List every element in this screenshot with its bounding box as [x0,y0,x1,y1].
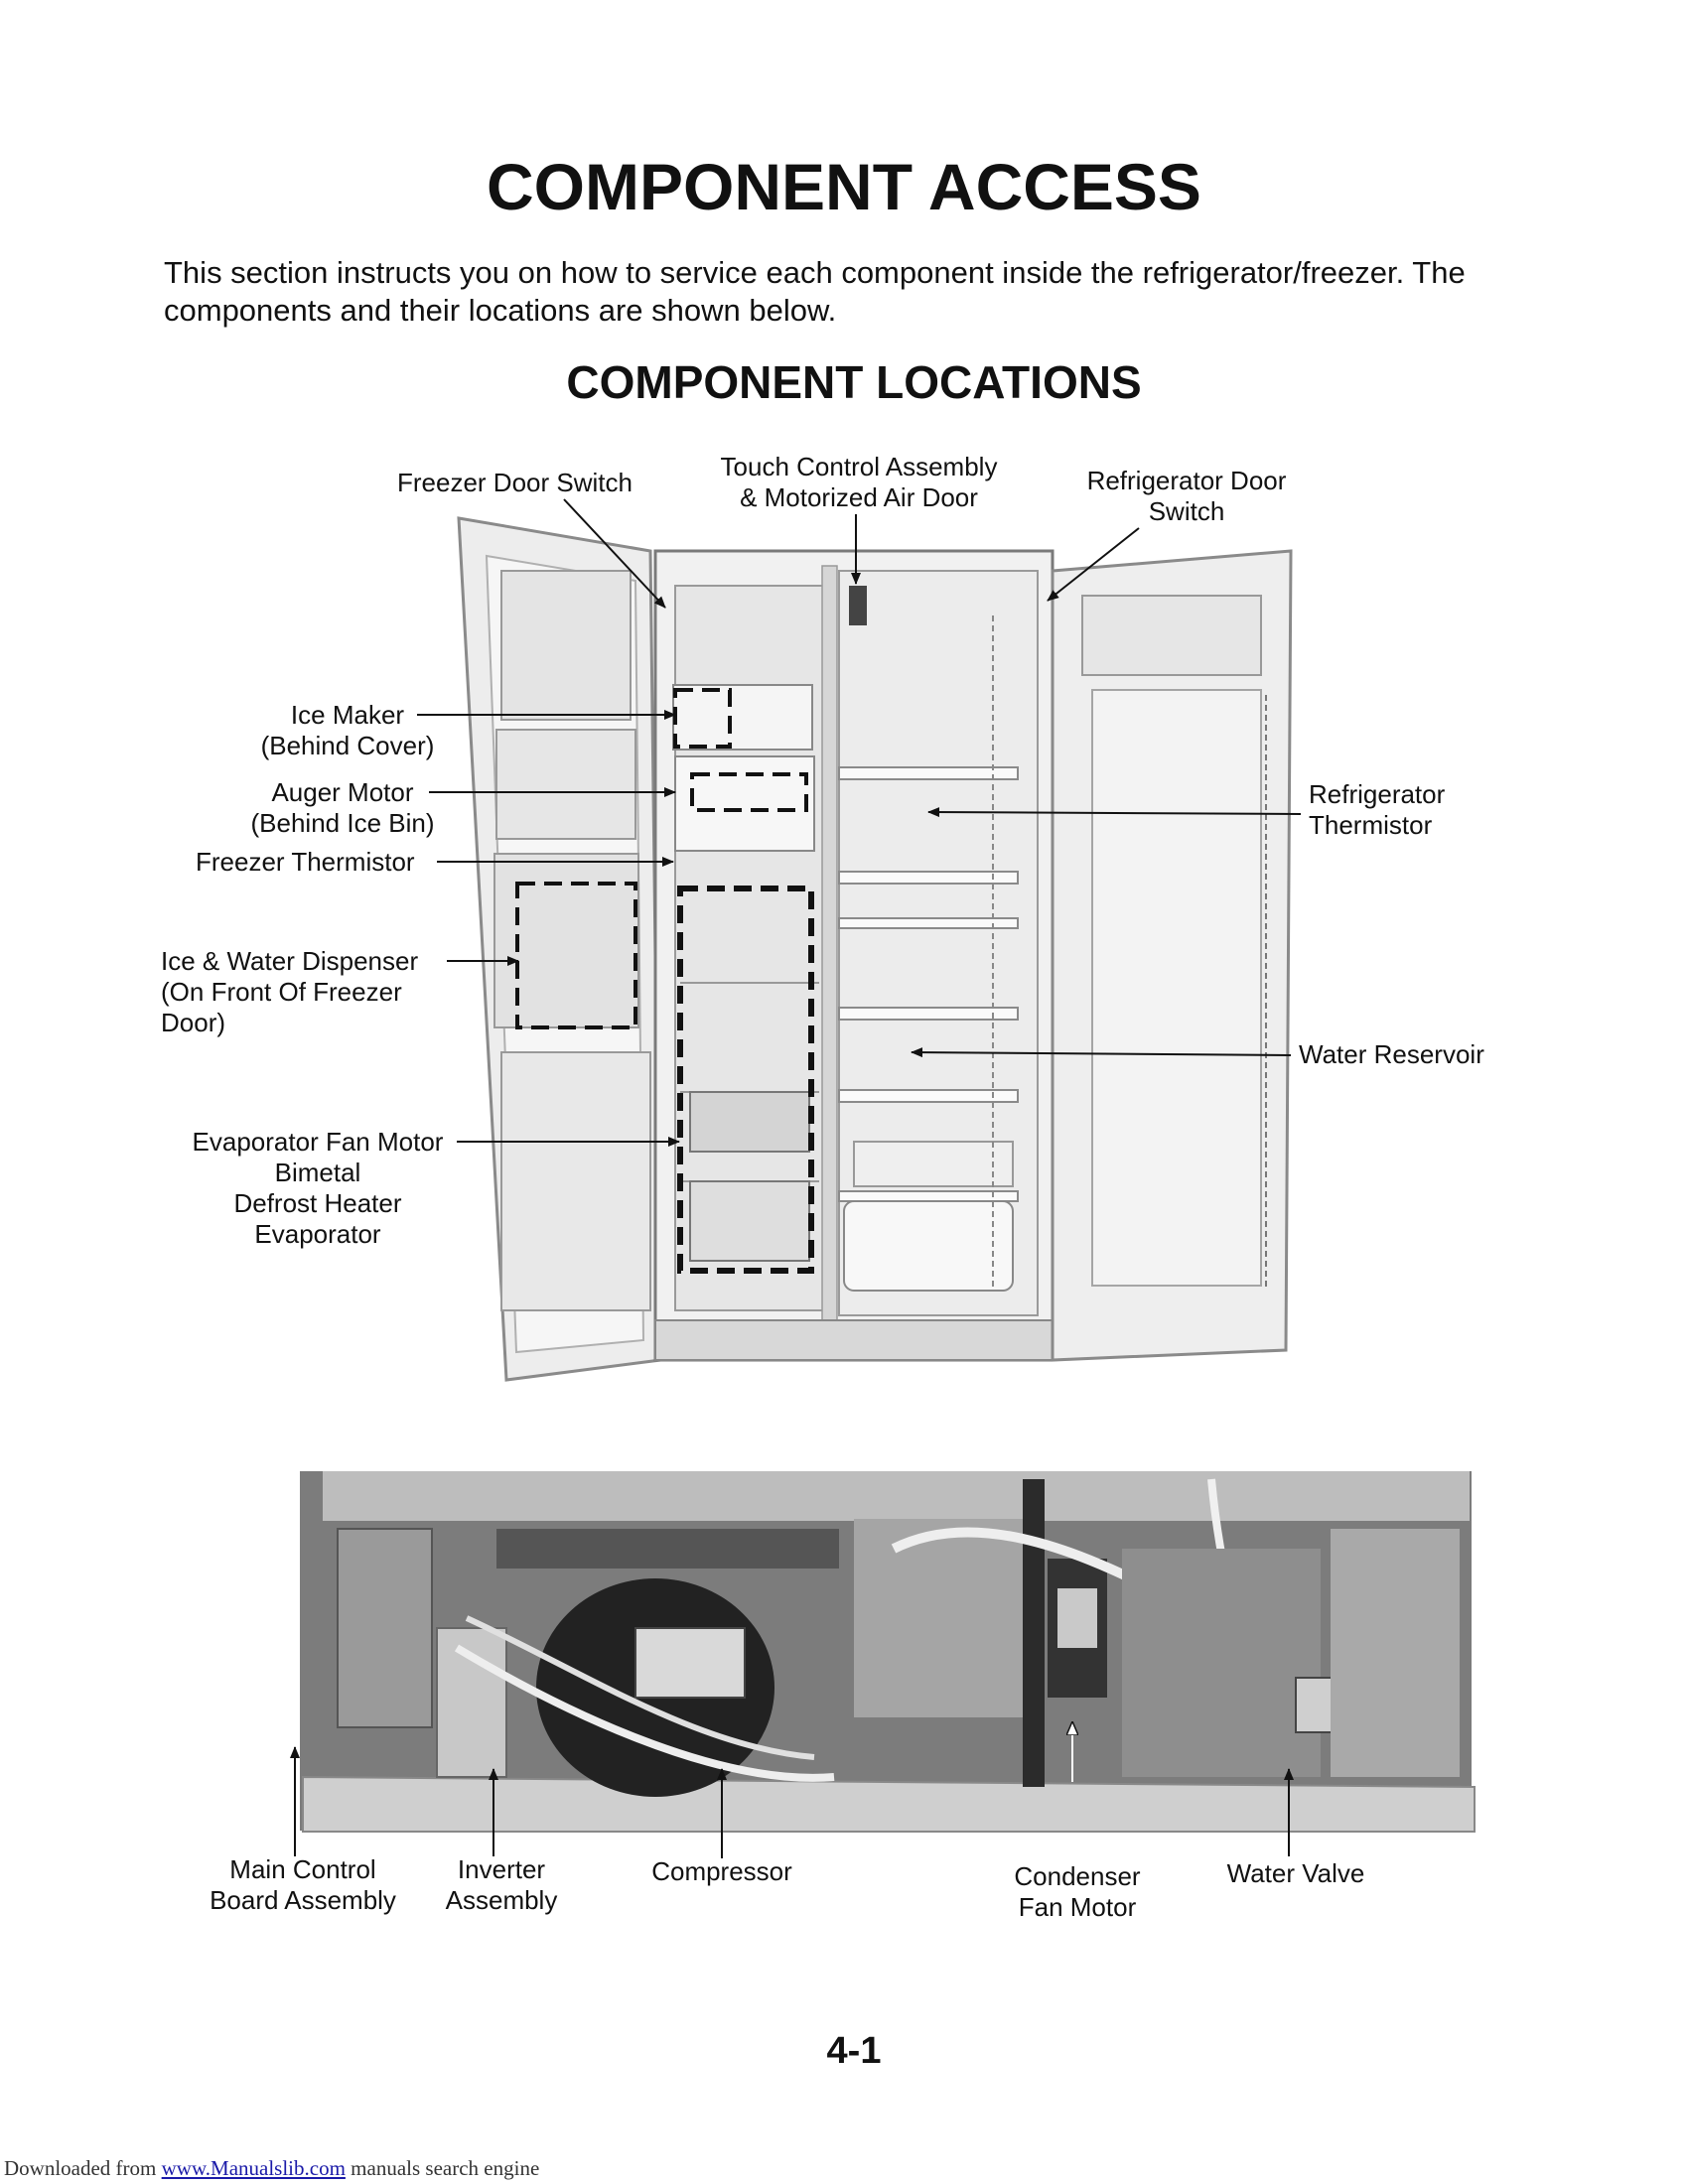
label-line: Ice Maker [290,700,405,730]
label-line: (Behind Ice Bin) [250,808,435,838]
label-line: Main Control [229,1854,376,1884]
label-line: Refrigerator Door [1086,466,1287,495]
label-water-valve: Water Valve [1226,1858,1365,1888]
label-line: (Behind Cover) [260,731,435,760]
label-line: Fan Motor [1018,1892,1137,1922]
label-line: Inverter [457,1854,546,1884]
footer [4,2156,539,2181]
footer-suffix: manuals search engine [345,2156,540,2180]
label-inverter-assembly [412,1854,591,1916]
page-title: COMPONENT ACCESS [487,150,1201,223]
label-line: Evaporator [254,1219,381,1249]
label-condenser-fan-motor [978,1861,1177,1923]
machine-compartment-illustration [295,1471,1475,1858]
label-line: Ice & Water Dispenser [161,946,419,976]
label-freezer-thermistor: Freezer Thermistor [196,847,415,877]
label-water-reservoir: Water Reservoir [1299,1039,1484,1069]
label-refrigerator-thermistor [1309,779,1445,841]
label-line: Auger Motor [271,777,414,807]
label-compressor: Compressor [651,1856,792,1886]
label-line: (On Front Of Freezer [161,977,402,1007]
label-line: Door) [161,1008,226,1037]
manualslib-link[interactable]: www.Manualslib.com [161,2156,346,2180]
label-auger-motor [223,777,462,839]
label-line: Evaporator Fan Motor [192,1127,444,1157]
label-line: Defrost Heater [233,1188,402,1218]
label-line: Assembly [445,1885,558,1915]
label-refrigerator-door-switch [1057,466,1316,527]
label-line: Bimetal [274,1158,361,1187]
section-title: COMPONENT LOCATIONS [566,356,1142,408]
label-ice-maker [228,700,467,761]
label-line: & Motorized Air Door [740,482,978,512]
label-line: Thermistor [1309,810,1433,840]
label-touch-control-assembly [695,452,1023,513]
label-evaporator-group [169,1127,467,1250]
footer-prefix: Downloaded from [4,2156,157,2180]
label-line: Condenser [1014,1861,1141,1891]
page-number: 4-1 [826,2030,882,2072]
label-line: Board Assembly [210,1885,396,1915]
label-freezer-door-switch: Freezer Door Switch [397,468,633,497]
label-main-control-board [179,1854,427,1916]
label-line: Refrigerator [1309,779,1446,809]
intro-paragraph: This section instructs you on how to service each component inside the refrigerator/freezer. The components and their locations are shown below. [164,255,1466,328]
label-line: Touch Control Assembly [720,452,998,481]
label-ice-water-dispenser [161,946,418,1038]
label-line: Switch [1148,496,1225,526]
refrigerator-illustration [417,499,1301,1380]
